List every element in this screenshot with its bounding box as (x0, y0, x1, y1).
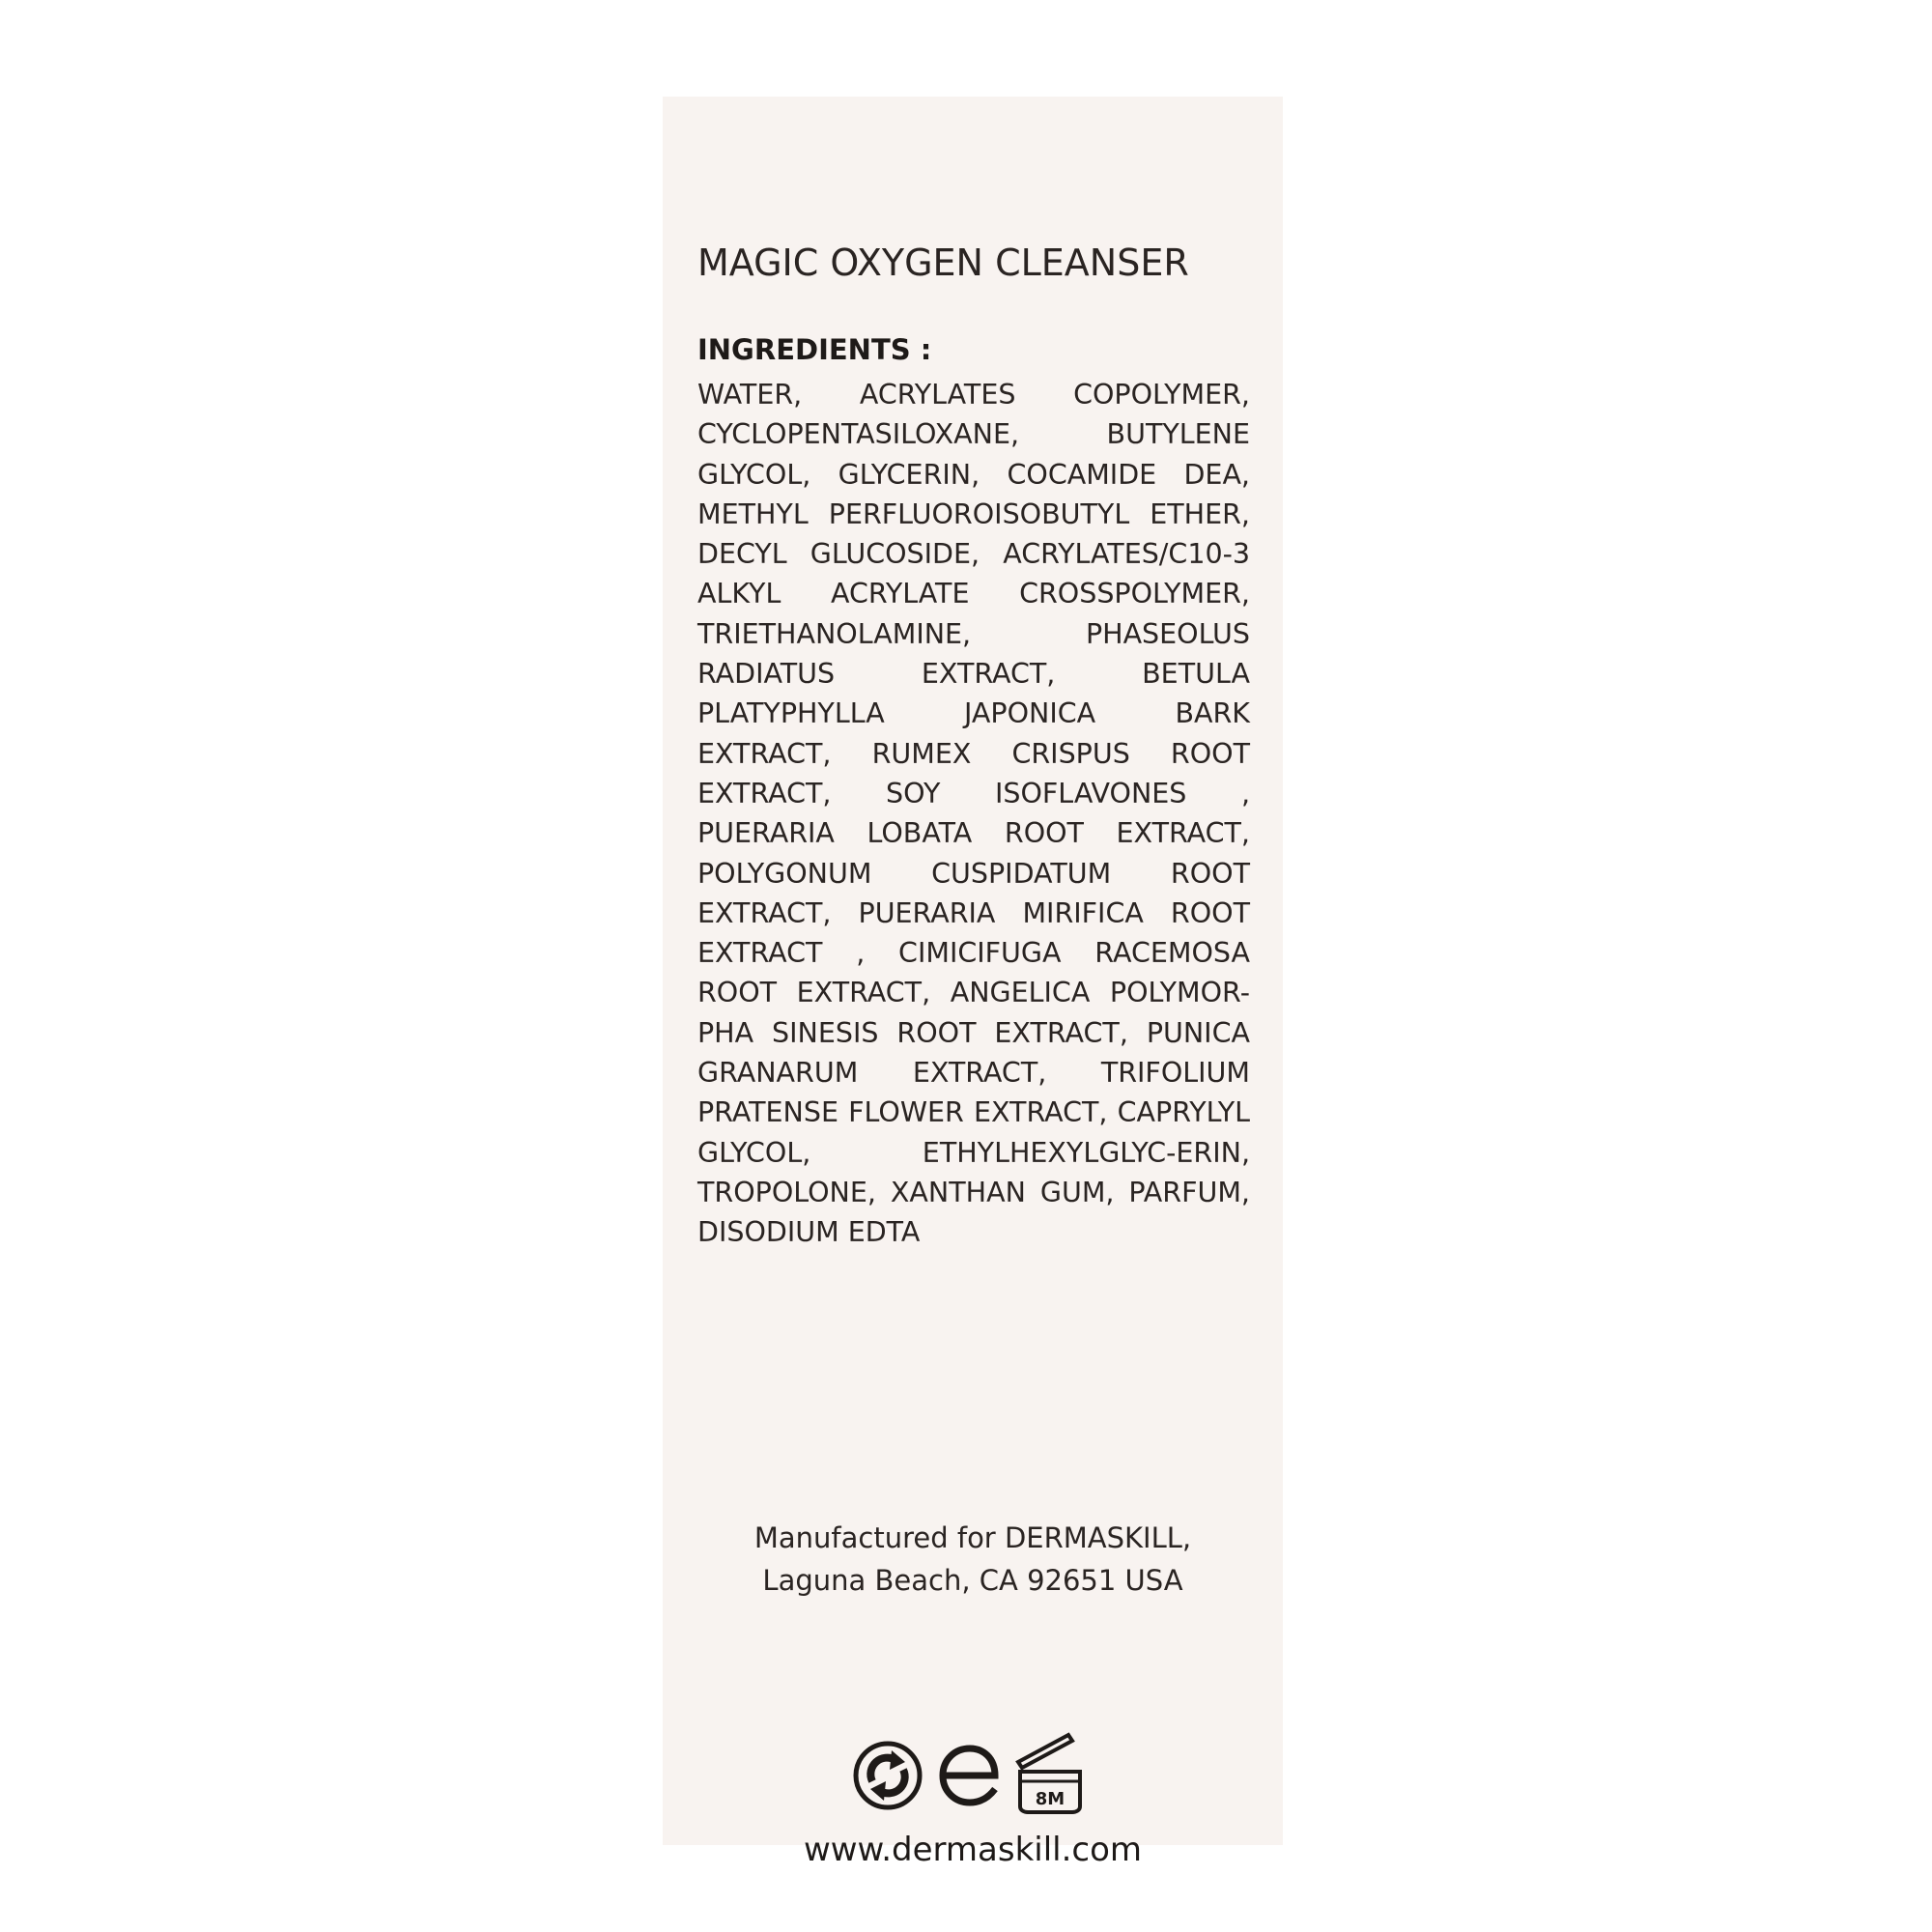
product-title: MAGIC OXYGEN CLEANSER (697, 242, 1189, 284)
product-label-panel (663, 97, 1283, 1869)
ingredients-heading: INGREDIENTS : (697, 333, 932, 366)
manufacturer-line-2: Laguna Beach, CA 92651 USA (762, 1564, 1183, 1597)
website-url[interactable]: www.dermaskill.com (803, 1831, 1143, 1869)
period-after-opening-icon (1012, 1729, 1088, 1816)
manufacturer-line-1: Manufactured for DERMASKILL, (753, 1521, 1192, 1554)
ingredients-list: WATER, ACRYLATES COPOLYMER, CYCLOPENTASILOXANE, BUTYLENE GLYCOL, GLYCERIN, COCAMIDE DEA, METHYL PERFLUOROISOBUTYL ETHER, DECYL GLUCOSIDE, ACRYLATES/C10-3 ALKYL ACRYLATE CROSSPOLYMER, TRIETHANOLAMINE, PHASEOLUS RADIATUS EXTRACT, BETULA PLATYPHYLLA JAPONICA BARK EXTRACT, RUMEX CRISPUS ROOT EXTRACT, SOY ISOFLAVONES , PUERARIA LOBATA ROOT EXTRACT, POLYGONUM CUSPIDATUM ROOT EXTRACT, PUERARIA MIRIFICA ROOT EXTRACT , CIMICIFUGA RACEMOSA ROOT EXTRACT, ANGELICA POLYMOR-PHA SINESIS ROOT EXTRACT, PUNICA GRANARUM EXTRACT, TRIFOLIUM PRATENSE FLOWER EXTRACT, CAPRYLYL GLYCOL, ETHYLHEXYLGLYC-ERIN, TROPOLONE, XANTHAN GUM, PARFUM, DISODIUM EDTA (697, 379, 1250, 1249)
recycle-icon (853, 1741, 923, 1810)
manufacturer-info (663, 1517, 1283, 1602)
packaging-symbols (853, 1729, 1094, 1816)
pao-label: 8M (1035, 1789, 1065, 1809)
estimated-sign-icon (935, 1743, 1005, 1808)
